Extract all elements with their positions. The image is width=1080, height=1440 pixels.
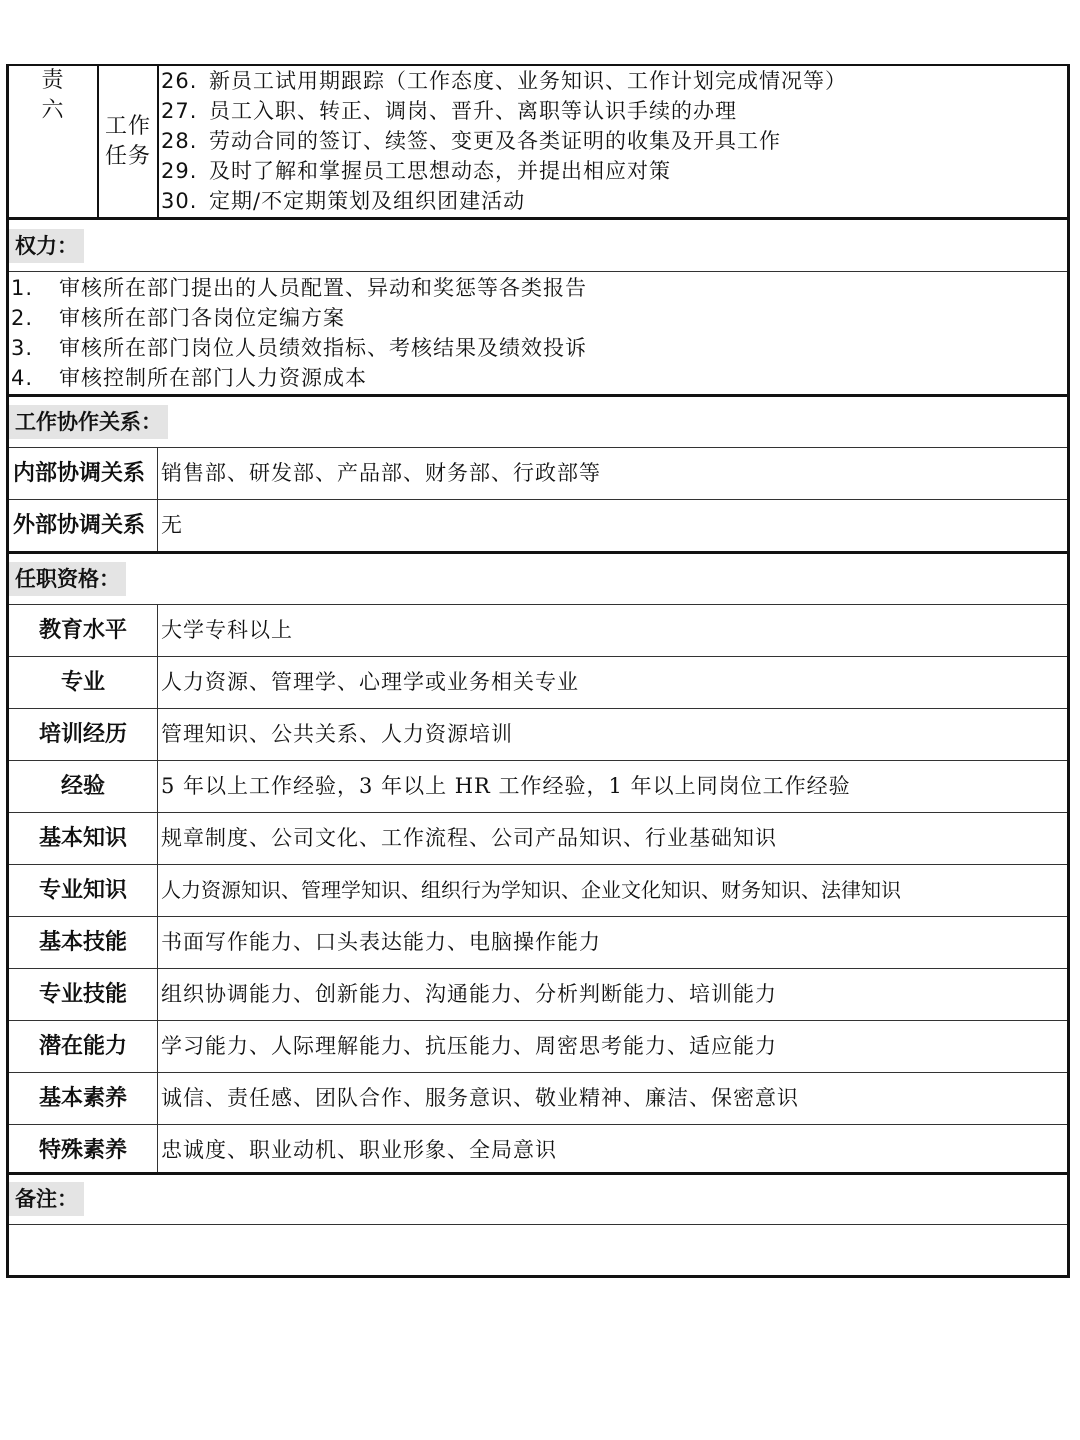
qualification-row [9, 813, 1067, 864]
duty-category-label: 责 六 [41, 68, 65, 123]
qualification-label: 基本素养 [38, 1086, 127, 1111]
task-label: 工作 任务 [104, 114, 151, 169]
qualification-row [9, 969, 1067, 1020]
internal-relation-value: 销售部、研发部、产品部、财务部、行政部等 [161, 461, 601, 485]
qualification-label: 专业 [60, 670, 105, 695]
divider [9, 1172, 1067, 1175]
task-item [161, 66, 847, 96]
authority-item [11, 333, 587, 363]
authority-heading: 权力： [9, 229, 84, 263]
job-description-table [6, 64, 1070, 1278]
item-text: 审核控制所在部门人力资源成本 [59, 366, 367, 390]
qualification-label: 潜在能力 [38, 1034, 127, 1059]
qualification-row [9, 917, 1067, 968]
qualification-value: 学习能力、人际理解能力、抗压能力、周密思考能力、适应能力 [161, 1034, 777, 1058]
item-number: 4. [11, 366, 34, 390]
qualification-row [9, 865, 1067, 916]
task-number: 27. [161, 99, 198, 123]
task-text: 劳动合同的签订、续签、变更及各类证明的收集及开具工作 [209, 129, 781, 153]
qualification-value: 大学专科以上 [161, 618, 293, 642]
qualifications-heading: 任职资格： [9, 562, 126, 596]
divider [9, 217, 1067, 220]
task-text: 员工入职、转正、调岗、晋升、离职等认识手续的办理 [209, 99, 737, 123]
qualification-value: 规章制度、公司文化、工作流程、公司产品知识、行业基础知识 [161, 826, 777, 850]
item-text: 审核所在部门各岗位定编方案 [59, 306, 345, 330]
divider [157, 448, 158, 551]
qualification-label: 培训经历 [38, 722, 127, 747]
task-item [161, 96, 737, 126]
qualification-row [9, 709, 1067, 760]
task-number: 28. [161, 129, 198, 153]
qualification-label: 专业技能 [38, 982, 127, 1007]
remarks-heading: 备注： [9, 1182, 84, 1216]
qualification-value: 诚信、责任感、团队合作、服务意识、敬业精神、廉洁、保密意识 [161, 1086, 799, 1110]
authority-item [11, 363, 367, 393]
external-relation-label: 外部协调关系 [13, 513, 146, 538]
task-text: 定期/不定期策划及组织团建活动 [209, 189, 526, 213]
qualification-row [9, 1021, 1067, 1072]
item-text: 审核所在部门岗位人员绩效指标、考核结果及绩效投诉 [59, 336, 587, 360]
qualification-value: 人力资源知识、管理学知识、组织行为学知识、企业文化知识、财务知识、法律知识 [161, 878, 901, 902]
authority-item [11, 273, 587, 303]
divider [9, 551, 1067, 554]
item-number: 3. [11, 336, 34, 360]
authority-item [11, 303, 345, 333]
qualification-value: 忠诚度、职业动机、职业形象、全局意识 [161, 1138, 557, 1162]
item-number: 2. [11, 306, 34, 330]
internal-relation-label: 内部协调关系 [13, 461, 146, 486]
divider [157, 66, 159, 218]
qualification-label: 基本技能 [38, 930, 127, 955]
task-text: 及时了解和掌握员工思想动态，并提出相应对策 [209, 159, 671, 183]
external-relation-value: 无 [161, 513, 183, 537]
qualification-row [9, 1125, 1067, 1176]
qualification-value: 5 年以上工作经验，3 年以上 HR 工作经验，1 年以上同岗位工作经验 [161, 774, 851, 798]
collaboration-heading: 工作协作关系： [9, 405, 168, 439]
divider [9, 1224, 1067, 1225]
task-text: 新员工试用期跟踪（工作态度、业务知识、工作计划完成情况等） [209, 69, 847, 93]
task-number: 29. [161, 159, 198, 183]
task-item [161, 126, 781, 156]
qualification-label: 经验 [60, 774, 105, 799]
qualification-value: 人力资源、管理学、心理学或业务相关专业 [161, 670, 579, 694]
qualification-label: 特殊素养 [38, 1138, 127, 1163]
task-item [161, 186, 525, 216]
task-item [161, 156, 671, 186]
qualification-label: 专业知识 [38, 878, 127, 903]
divider [9, 394, 1067, 397]
task-number: 26. [161, 69, 198, 93]
qualification-row [9, 605, 1067, 656]
qualification-value: 书面写作能力、口头表达能力、电脑操作能力 [161, 930, 601, 954]
divider [9, 271, 1067, 272]
qualification-value: 管理知识、公共关系、人力资源培训 [161, 722, 513, 746]
qualification-row [9, 657, 1067, 708]
qualification-label: 教育水平 [38, 618, 127, 643]
item-number: 1. [11, 276, 34, 300]
qualification-label: 基本知识 [38, 826, 127, 851]
item-text: 审核所在部门提出的人员配置、异动和奖惩等各类报告 [59, 276, 587, 300]
task-number: 30. [161, 189, 198, 213]
qualification-value: 组织协调能力、创新能力、沟通能力、分析判断能力、培训能力 [161, 982, 777, 1006]
qualification-row [9, 1073, 1067, 1124]
qualification-row [9, 761, 1067, 812]
